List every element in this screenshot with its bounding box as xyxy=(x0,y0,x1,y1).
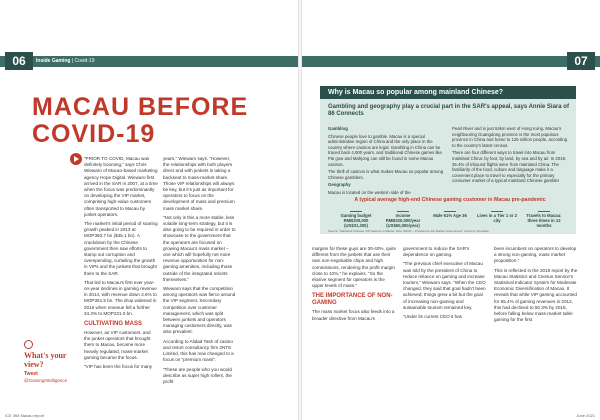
tweet-cta[interactable]: Tweet xyxy=(24,371,38,377)
arrow-icon xyxy=(70,153,82,165)
paragraph: “Under its current CEO it has xyxy=(403,314,462,320)
paragraph: According to Alidad Tash of casino and resort consultancy firm 2NT8 Limited, this has now changed to a focus on “premium mass”. xyxy=(163,338,234,363)
paragraph: The thrill of casinos is what makes Macau so popular among Chinese gamblers. xyxy=(328,169,444,180)
page-number-left: 06 xyxy=(5,52,33,70)
paragraph: Chinese people love to gamble. Macau is a special administrative region of China and the only place in the country where casinos are legal. Gambling in China can be traced back 4,000 years, and traditional Chinese games like Pai gow and Mahjong can still be found in some Macau casinos. xyxy=(328,133,442,167)
paragraph: That led to Macau's first ever year-on-year declines in gaming revenue in 2014, with revenue down 2.6% to MOP351.5 bn. The drop widened in 2015 when revenue fell a further 34.3% to MOP231.0 bn. xyxy=(84,279,157,316)
subheading: CULTIVATING MASS xyxy=(84,321,142,328)
sidebar-column-1 xyxy=(328,126,444,198)
sidebar-column-2 xyxy=(452,126,568,186)
plane-icon xyxy=(538,205,550,212)
article-column-3 xyxy=(312,246,396,325)
fact-demographic: Male 61% Age 36 xyxy=(428,205,472,228)
tweet-prompt[interactable] xyxy=(24,340,68,383)
page-number-right: 07 xyxy=(567,52,595,70)
sidebar-box-heading: Why is Macau so popular among mainland Chinese? xyxy=(320,86,576,99)
fact-gaming-budget: Gaming budget RMB200,000 (US$31,300) xyxy=(334,205,378,228)
fact-travel-frequency: Travels to Macau: three times in 12 months xyxy=(522,205,566,228)
paragraph: “Not only is this a more stable, less volatile long-term strategy, but it is also going to be required in order to showcase to the government that the operators are focused on growing Macau's mass market – one which will hopefully net more revenue opportunities for non-gaming amenities, including those outside of the integrated resorts themselves.” xyxy=(163,214,236,282)
person-icon xyxy=(444,205,456,212)
infographic-title: A typical average high-end Chinese gaming customer in Macau pre-pandemic xyxy=(354,197,546,203)
section-bar-right xyxy=(302,56,600,67)
city-icon xyxy=(491,205,503,212)
paragraph: “These are people who you would describe as super high rollers, the profit xyxy=(163,366,232,384)
article-column-5 xyxy=(494,246,578,326)
section-name: Inside Gaming xyxy=(36,58,71,64)
speech-bubble-icon xyxy=(24,340,33,349)
sidebar-intro: Gambling and geography play a crucial part in the SAR's appeal, says Annie Siara of 86 Connects xyxy=(328,104,569,118)
customer-profile-infographic xyxy=(328,197,572,230)
infographic-source: Source: “Mainland Chinese VIP Gamers in Macau: Dice (2016) – Provided to the Macau Government” report by Sinodata xyxy=(328,229,489,233)
money-icon xyxy=(397,205,409,212)
paragraph: There are four different ways to travel into Macau from mainland China: by foot, by land, by sea and by air. In 2019, 35.4% of inbound flights were from mainland China. The familiarity of the food, culture and language make it a convenient place to travel to especially for the primary consumer market of a typical mainland Chinese gambler xyxy=(452,150,567,184)
sidebar-subheading: Geography xyxy=(328,182,351,188)
paragraph: “The previous chief executive of Macau was told by the president of China to reduce reliance on gaming and increase tourism,” Wiewaro says. “When the CEO changed, they said that goal hadn't been achieved; things grew a bit but the goal of increasing non-gaming and sustainable tourism remained key. xyxy=(403,261,486,310)
footer-left: ICE 365 Macau report xyxy=(5,413,45,418)
chips-icon xyxy=(350,205,362,212)
article-column-4 xyxy=(403,246,487,323)
lead-paragraph: “PRIOR TO COVID, Macau was definitely booming,” says Chris Wiewaro of Macao-based marketing agency Hope Digital. Wiewaro first arrived in the SAR in 2007, at a time when the focus was predominantly on developing the VIP market, comprising high-value customers often transported to Macau by junket operators. xyxy=(84,156,158,217)
paragraph: This is reflected in the 2019 report by the Macau Statistics and Census Service's Statistical Indicator System for Moderate Economic Diversification of Macao. It reveals that while VIP gaming accounted for 65.4% of gaming revenues in 2012, this had declined to 50.3% by 2018, before falling below mass-market table gaming for the first xyxy=(494,267,578,323)
paragraph: government to reduce the SAR's dependence on gaming. xyxy=(403,246,470,258)
fact-city-tier: Lives in a Tier 1 or 2 city xyxy=(475,205,519,228)
infographic-row xyxy=(328,205,572,228)
paragraph: The market's initial period of soaring growth peaked in 2013 at MOP360.7 bn ($45.1 bn). A crackdown by the Chinese government then saw efforts to stamp out corruption and overspending, curtailing the growth in VIPs and the junkets that brought them to the SAR. xyxy=(84,221,158,276)
fact-income: Income RMB320,000/year (US$50,000/year) xyxy=(381,205,425,228)
paragraph: The mass market focus also feeds into a broader directive from Macau's xyxy=(312,309,395,321)
sidebar-box xyxy=(320,99,576,234)
footer-right: June 2021 xyxy=(576,413,595,418)
paragraph: Macau is located on the western side of the xyxy=(328,189,411,195)
paragraph: However, as VIP customers, and the junket operators that brought them to Macau, became more heavily regulated, mass-market gaming became the focus. xyxy=(84,330,151,360)
paragraph: been incumbent on operators to develop a strong non-gaming, mass market proposition.” xyxy=(494,246,577,264)
paragraph: “VIP has been the focus for many xyxy=(84,364,153,370)
headline: MACAU BEFORE COVID-19 xyxy=(32,93,249,148)
subheading: THE IMPORTANCE OF NON-GAMING xyxy=(312,293,393,307)
tweet-handle[interactable]: @GamingIntelligence xyxy=(24,378,68,383)
sidebar-subheading: Gambling xyxy=(328,126,348,131)
paragraph: Wiewaro says that the competition among operators was fierce around the VIP segment. Secondary competition over customer management, which was split between junkets and operators managing customers directly, was also prevalent. xyxy=(163,286,236,335)
paragraph: margins for these guys are 30-40%, quite different from the junkets that use their own non-negotiable chips and high commissions, rendering the profit margin close to 10%,” he explains. “So the elusive segment for operators is the upper levels of mass.” xyxy=(312,246,397,289)
article-column-1 xyxy=(84,156,158,373)
article-column-2 xyxy=(163,156,237,388)
section-label: Inside Gaming | Covid-19 xyxy=(36,58,95,64)
paragraph: Pearl River and is just 64km west of Hong Kong. Macau's neighbouring Guangdong province is the most populous province in China and home to 126 million people, according to the country's latest census. xyxy=(452,126,568,148)
section-topic: Covid-19 xyxy=(74,58,95,64)
paragraph: years,” Wiewaro says. “However, the relationships with both players direct and with junkets is taking a backseat to mass-market share. Those VIP relationships will always be key, but it's just as important for operators to focus on the development of mass and premium mass market share. xyxy=(163,156,235,211)
tweet-title: What's your view? xyxy=(24,351,67,369)
